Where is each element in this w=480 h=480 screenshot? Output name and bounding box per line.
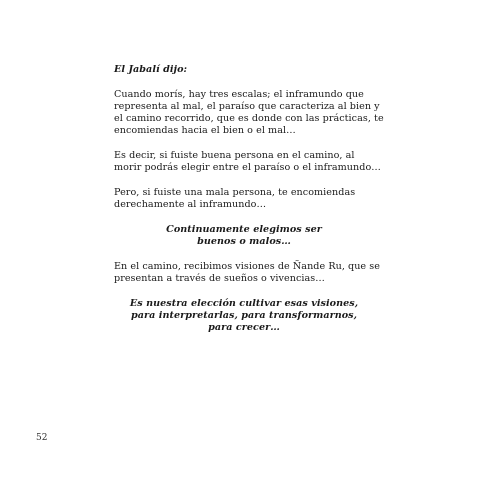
text-line: presentan a través de sueños o vivencias…	[114, 272, 325, 284]
emphasis-line: para crecer…	[208, 322, 280, 334]
emphasis-choice	[114, 224, 374, 248]
text-line: Es decir, si fuiste buena persona en el camino, al	[114, 150, 355, 162]
emphasis-line: Es nuestra elección cultivar esas visiones,	[129, 297, 359, 309]
text-line: Cuando morís, hay tres escalas; el inframundo que	[114, 88, 364, 100]
text-line: encomiendas hacia el bien o el mal…	[114, 125, 296, 137]
text-line: morir podrás elegir entre el paraíso o el inframundo…	[114, 162, 381, 174]
emphasis-line: buenos o malos…	[197, 236, 291, 248]
page-number: 52	[36, 433, 48, 443]
emphasis-line: para interpretarlas, para transformarnos,	[130, 309, 358, 321]
paragraph-three-scales	[114, 88, 384, 138]
text-line: representa al mal, el paraíso que caracteriza al bien y	[114, 100, 380, 112]
emphasis-cultivate	[114, 298, 374, 335]
text-line: derechamente al inframundo…	[114, 199, 267, 211]
text-line: el camino recorrido, que es donde con las prácticas, te	[114, 113, 384, 125]
speaker-heading: El Jabalí dijo:	[114, 64, 188, 75]
body-text	[114, 64, 384, 334]
emphasis-line: Continuamente elegimos ser	[166, 223, 322, 235]
text-line: Pero, si fuiste una mala persona, te encomiendas	[114, 186, 356, 198]
paragraph-bad-person	[114, 187, 374, 211]
paragraph-visions	[114, 260, 380, 285]
paragraph-good-person	[114, 150, 381, 174]
text-line: En el camino, recibimos visiones de Ñande Ru, que se	[114, 260, 380, 272]
